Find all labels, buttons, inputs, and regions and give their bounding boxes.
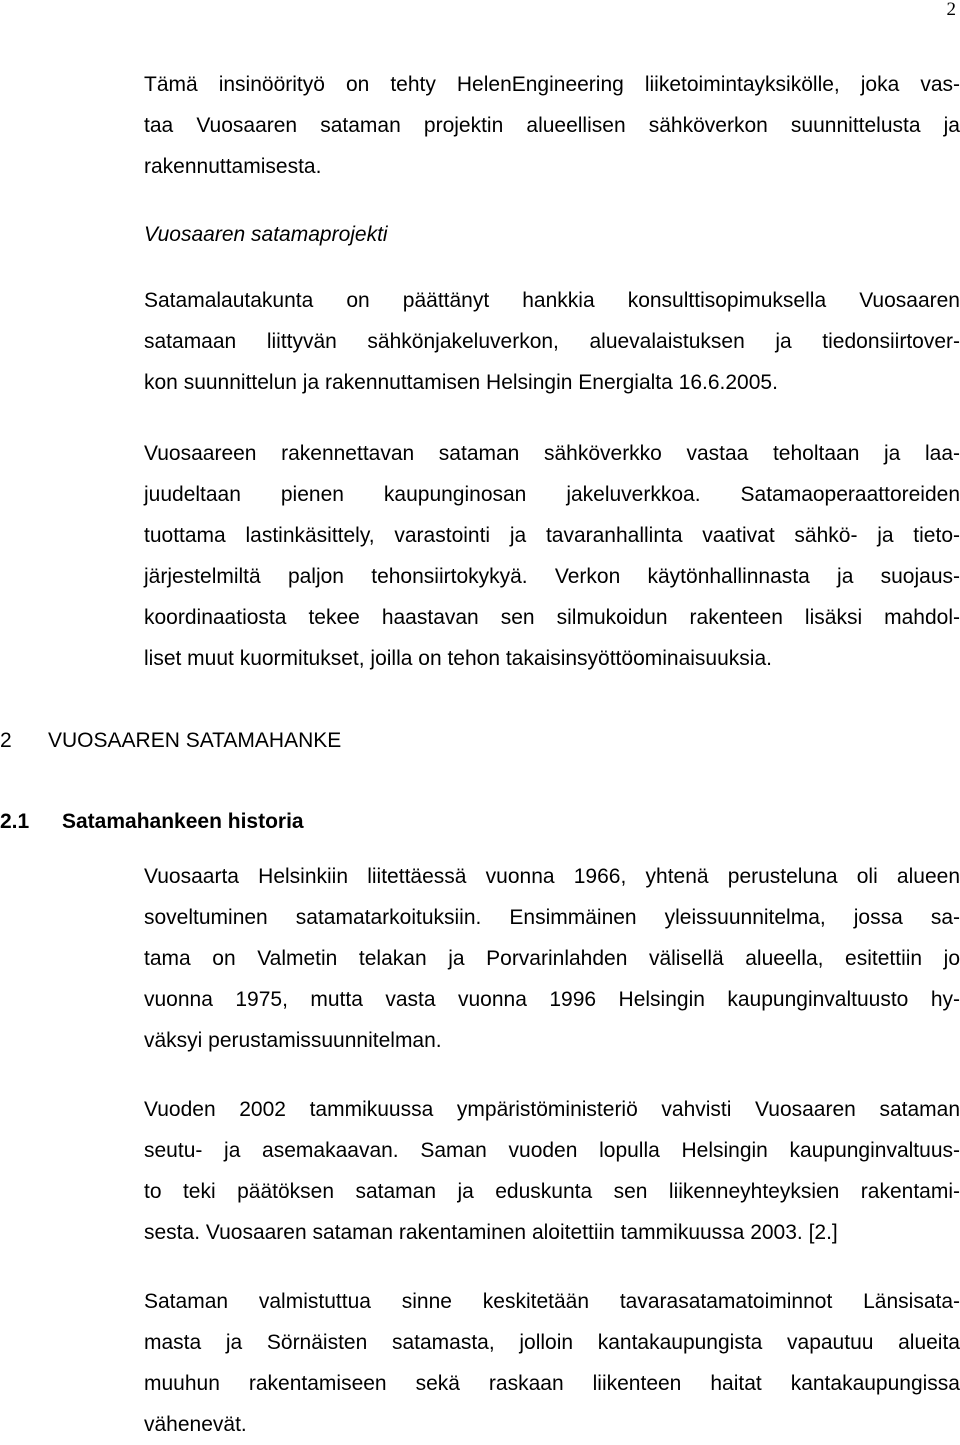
- project-subtitle: [144, 214, 960, 255]
- paragraph-line: tuottama lastinkäsittely, varastointi ja tavaranhallinta vaativat sähkö- ja tieto-: [144, 524, 960, 547]
- subsection-title: Satamahankeen historia: [62, 810, 304, 833]
- subsection-number: 2.1: [0, 810, 30, 833]
- page-number: 2: [946, 0, 956, 20]
- paragraph-line: Vuoden 2002 tammikuussa ympäristöministeriö vahvisti Vuosaaren sataman: [144, 1098, 960, 1121]
- paragraph-line: väksyi perustamissuunnitelman.: [144, 1029, 442, 1052]
- project-paragraph-1: [144, 280, 960, 403]
- section-heading: [0, 729, 341, 753]
- paragraph-line: sesta. Vuosaaren sataman rakentaminen aloitettiin tammikuussa 2003. [2.]: [144, 1221, 838, 1244]
- paragraph-line: masta ja Sörnäisten satamasta, jolloin kantakaupungista vapautuu alueita: [144, 1331, 960, 1354]
- paragraph-line: tama on Valmetin telakan ja Porvarinlahden välisellä alueella, esitettiin jo: [144, 947, 960, 970]
- history-paragraph-1: [144, 856, 960, 1061]
- intro-line: taa Vuosaaren sataman projektin alueellisen sähköverkon suunnittelusta ja: [144, 114, 960, 137]
- project-paragraph-2: [144, 433, 960, 679]
- paragraph-line: koordinaatiosta tekee haastavan sen silmukoidun rakenteen lisäksi mahdol-: [144, 606, 960, 629]
- intro-paragraph: [144, 64, 960, 187]
- project-subtitle-text: Vuosaaren satamaprojekti: [144, 223, 388, 246]
- section-number: 2: [0, 729, 12, 752]
- paragraph-line: kon suunnittelun ja rakennuttamisen Helsingin Energialta 16.6.2005.: [144, 371, 778, 394]
- section-title: VUOSAAREN SATAMAHANKE: [48, 729, 342, 752]
- paragraph-line: soveltuminen satamatarkoituksiin. Ensimmäinen yleissuunnitelma, jossa sa-: [144, 906, 960, 929]
- paragraph-line: Vuosaarta Helsinkiin liitettäessä vuonna 1966, yhtenä perusteluna oli alueen: [144, 865, 960, 888]
- intro-line: Tämä insinöörityö on tehty HelenEngineering liiketoimintayksikölle, joka vas-: [144, 73, 960, 96]
- paragraph-line: vuonna 1975, mutta vasta vuonna 1996 Helsingin kaupunginvaltuusto hy-: [144, 988, 960, 1011]
- paragraph-line: satamaan liittyvän sähkönjakeluverkon, aluevalaistuksen ja tiedonsiirtover-: [144, 330, 960, 353]
- paragraph-line: järjestelmiltä paljon tehonsiirtokykyä. Verkon käytönhallinnasta ja suojaus-: [144, 565, 960, 588]
- paragraph-line: juudeltaan pienen kaupunginosan jakeluverkkoa. Satamaoperaattoreiden: [144, 483, 960, 506]
- paragraph-line: Sataman valmistuttua sinne keskitetään tavarasatamatoiminnot Länsisata-: [144, 1290, 960, 1313]
- paragraph-line: Vuosaareen rakennettavan sataman sähköverkko vastaa teholtaan ja laa-: [144, 442, 960, 465]
- paragraph-line: vähenevät.: [144, 1413, 247, 1436]
- paragraph-line: liset muut kuormitukset, joilla on tehon takaisinsyöttöominaisuuksia.: [144, 647, 772, 670]
- history-paragraph-2: [144, 1089, 960, 1253]
- paragraph-line: seutu- ja asemakaavan. Saman vuoden lopulla Helsingin kaupunginvaltuus-: [144, 1139, 960, 1162]
- subsection-heading: [0, 810, 304, 834]
- paragraph-line: muuhun rakentamiseen sekä raskaan liikenteen haitat kantakaupungissa: [144, 1372, 960, 1395]
- paragraph-line: to teki päätöksen sataman ja eduskunta sen liikenneyhteyksien rakentami-: [144, 1180, 960, 1203]
- history-paragraph-3: [144, 1281, 960, 1445]
- intro-line: rakennuttamisesta.: [144, 155, 322, 178]
- paragraph-line: Satamalautakunta on päättänyt hankkia konsulttisopimuksella Vuosaaren: [144, 289, 960, 312]
